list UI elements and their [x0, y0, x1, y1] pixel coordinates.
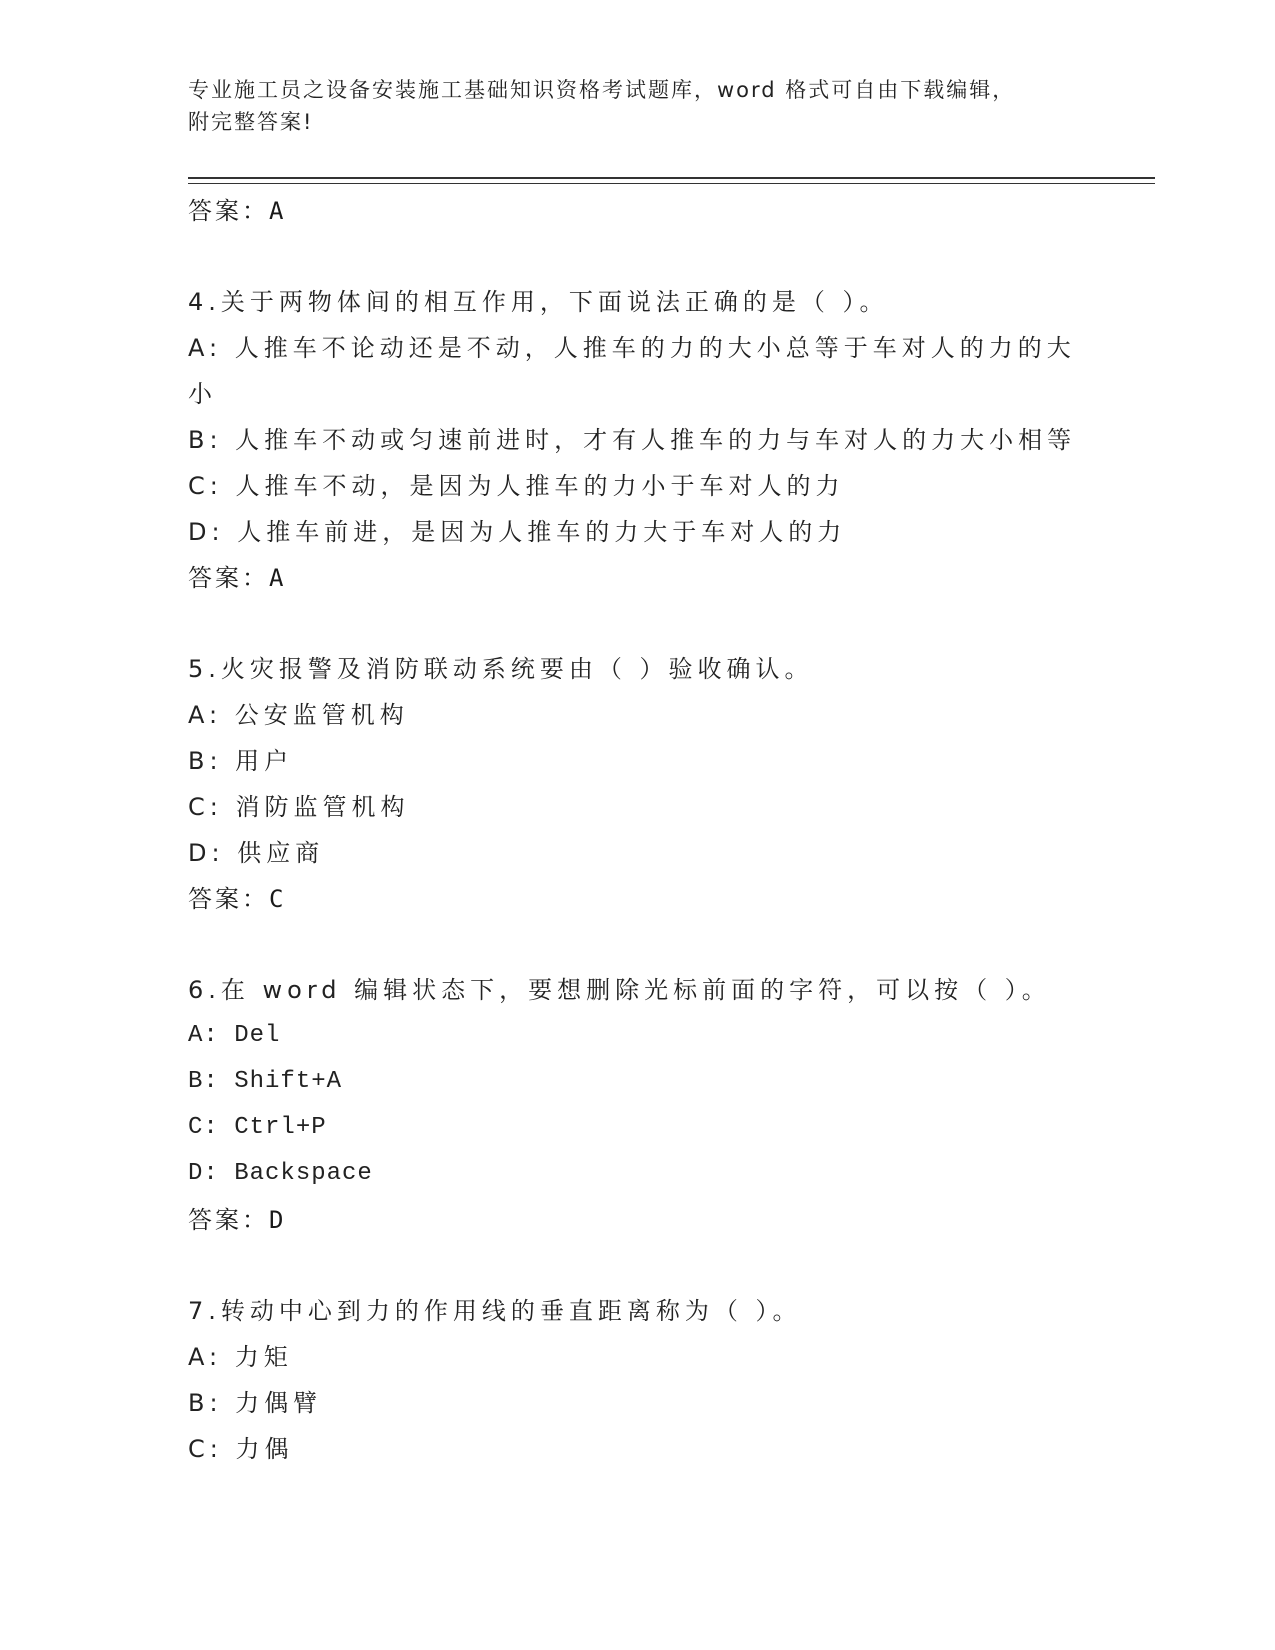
answer-line [188, 188, 1088, 234]
header-line-1: 专业施工员之设备安装施工基础知识资格考试题库，word 格式可自由下载编辑， [188, 78, 1016, 102]
header-rule-thin [188, 183, 1155, 184]
question-option: D: Backspace [188, 1160, 373, 1187]
question-block [188, 1288, 1088, 1472]
question-option: A: 公安监管机构 [188, 701, 409, 729]
header-rule-thick [188, 177, 1155, 179]
answer-value: D [269, 1206, 284, 1234]
question-option: C: 人推车不动，是因为人推车的力小于车对人的力 [188, 472, 845, 500]
question-option: B: 用户 [188, 747, 294, 775]
question-stem: 5.火灾报警及消防联动系统要由（ ）验收确认。 [188, 655, 814, 683]
question-option: B: Shift+A [188, 1068, 343, 1095]
question-block [188, 646, 1088, 922]
spacer [188, 922, 1088, 967]
question-option: D: 供应商 [188, 839, 325, 867]
spacer [188, 601, 1088, 646]
answer-label: 答案： [188, 1206, 269, 1234]
question-option: C: 消防监管机构 [188, 793, 410, 821]
question-block [188, 279, 1088, 601]
answer-line [188, 555, 1088, 601]
answer-value: A [269, 197, 284, 225]
question-option: C: Ctrl+P [188, 1114, 327, 1141]
question-option: B: 力偶臂 [188, 1389, 323, 1417]
question-option: A: 人推车不论动还是不动，人推车的力的大小总等于车对人的力的大 [188, 334, 1076, 362]
answer-line [188, 876, 1088, 922]
answer-value: A [269, 564, 284, 592]
question-option: A: 力矩 [188, 1343, 293, 1371]
answer-line [188, 1197, 1088, 1243]
question-stem: 6.在 word 编辑状态下，要想删除光标前面的字符，可以按（ ）。 [188, 976, 1051, 1004]
answer-label: 答案： [188, 564, 269, 592]
question-option: B: 人推车不动或匀速前进时，才有人推车的力与车对人的力大小相等 [188, 426, 1077, 454]
question-block [188, 967, 1088, 1243]
spacer [188, 234, 1088, 279]
question-stem: 7.转动中心到力的作用线的垂直距离称为（ ）。 [188, 1297, 802, 1325]
question-option: C: 力偶 [188, 1435, 294, 1463]
document-header [188, 74, 1078, 138]
document-body [188, 188, 1088, 1472]
header-line-2: 附完整答案! [188, 110, 314, 134]
question-option: D: 人推车前进，是因为人推车的力大于车对人的力 [188, 518, 847, 546]
answer-label: 答案： [188, 885, 269, 913]
question-option: A: Del [188, 1022, 281, 1049]
question-option-continuation: 小 [188, 380, 217, 408]
answer-label: 答案： [188, 197, 269, 225]
answer-value: C [269, 885, 284, 913]
question-stem: 4.关于两物体间的相互作用，下面说法正确的是（ ）。 [188, 288, 889, 316]
spacer [188, 1243, 1088, 1288]
